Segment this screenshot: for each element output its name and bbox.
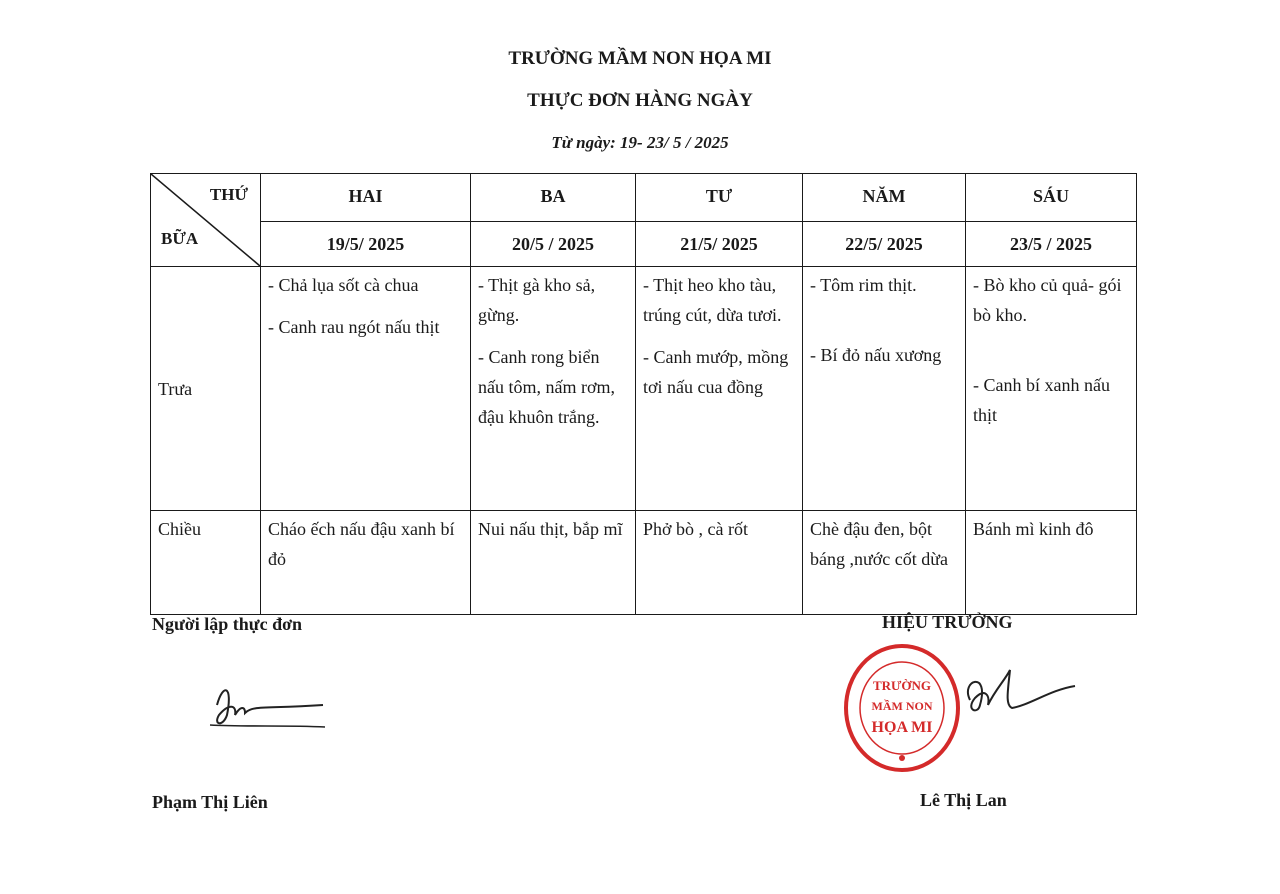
date-tue: 20/5 / 2025 bbox=[471, 222, 636, 267]
lunch-fri bbox=[966, 267, 1137, 511]
seal-line-1: TRƯỜNG bbox=[872, 678, 932, 693]
date-fri: 23/5 / 2025 bbox=[966, 222, 1137, 267]
dinner-wed: Phở bò , cà rốt bbox=[636, 511, 803, 615]
corner-header-cell bbox=[151, 174, 261, 267]
lunch-dish: - Thịt gà kho sả, gừng. bbox=[478, 275, 596, 325]
day-header-mon: HAI bbox=[261, 174, 471, 222]
lunch-thu bbox=[803, 267, 966, 511]
school-name: TRƯỜNG MẦM NON HỌA MI bbox=[508, 48, 772, 69]
meal-label-lunch: Trưa bbox=[151, 267, 261, 511]
principal-label: HIỆU TRƯỞNG bbox=[882, 612, 1013, 632]
day-header-fri: SÁU bbox=[966, 174, 1137, 222]
date-thu: 22/5/ 2025 bbox=[803, 222, 966, 267]
lunch-dish: - Canh bí xanh nấu thịt bbox=[973, 375, 1110, 425]
corner-day-label: THỨ bbox=[209, 185, 248, 204]
day-header-wed: TƯ bbox=[636, 174, 803, 222]
lunch-dish: - Canh rong biển nấu tôm, nấm rơm, đậu khuôn trắng. bbox=[478, 347, 615, 427]
document-title: THỰC ĐƠN HÀNG NGÀY bbox=[527, 90, 753, 111]
date-range: Từ ngày: 19- 23/ 5 / 2025 bbox=[551, 133, 729, 152]
date-wed: 21/5/ 2025 bbox=[636, 222, 803, 267]
menu-table bbox=[150, 173, 1137, 615]
lunch-dish: - Bí đỏ nấu xương bbox=[810, 345, 942, 365]
menu-maker-name: Phạm Thị Liên bbox=[152, 792, 268, 812]
dinner-fri: Bánh mì kinh đô bbox=[966, 511, 1137, 615]
lunch-tue bbox=[471, 267, 636, 511]
principal-name: Lê Thị Lan bbox=[920, 790, 1007, 810]
dinner-mon: Cháo ếch nấu đậu xanh bí đỏ bbox=[261, 511, 471, 615]
menu-maker-label: Người lập thực đơn bbox=[152, 614, 303, 634]
seal-line-3: HỌA MI bbox=[871, 719, 933, 736]
lunch-wed bbox=[636, 267, 803, 511]
lunch-dish: - Bò kho củ quả- gói bò kho. bbox=[973, 275, 1122, 325]
maker-signature bbox=[205, 675, 335, 735]
lunch-dish: - Chả lụa sốt cà chua bbox=[268, 275, 419, 295]
lunch-dish: - Thịt heo kho tàu, trúng cút, dừa tươi. bbox=[643, 275, 782, 325]
seal-line-2: MẦM NON bbox=[871, 699, 933, 713]
meal-label-dinner: Chiều bbox=[151, 511, 261, 615]
date-mon: 19/5/ 2025 bbox=[261, 222, 471, 267]
day-header-thu: NĂM bbox=[803, 174, 966, 222]
lunch-mon bbox=[261, 267, 471, 511]
lunch-dish: - Canh mướp, mồng tơi nấu cua đồng bbox=[643, 347, 789, 397]
day-header-tue: BA bbox=[471, 174, 636, 222]
dinner-thu: Chè đậu đen, bột báng ,nước cốt dừa bbox=[803, 511, 966, 615]
corner-meal-label: BỮA bbox=[161, 229, 199, 248]
principal-signature bbox=[950, 660, 1080, 730]
lunch-dish: - Tôm rim thịt. bbox=[810, 275, 917, 295]
lunch-dish: - Canh rau ngót nấu thịt bbox=[268, 317, 440, 337]
dinner-tue: Nui nấu thịt, bắp mĩ bbox=[471, 511, 636, 615]
